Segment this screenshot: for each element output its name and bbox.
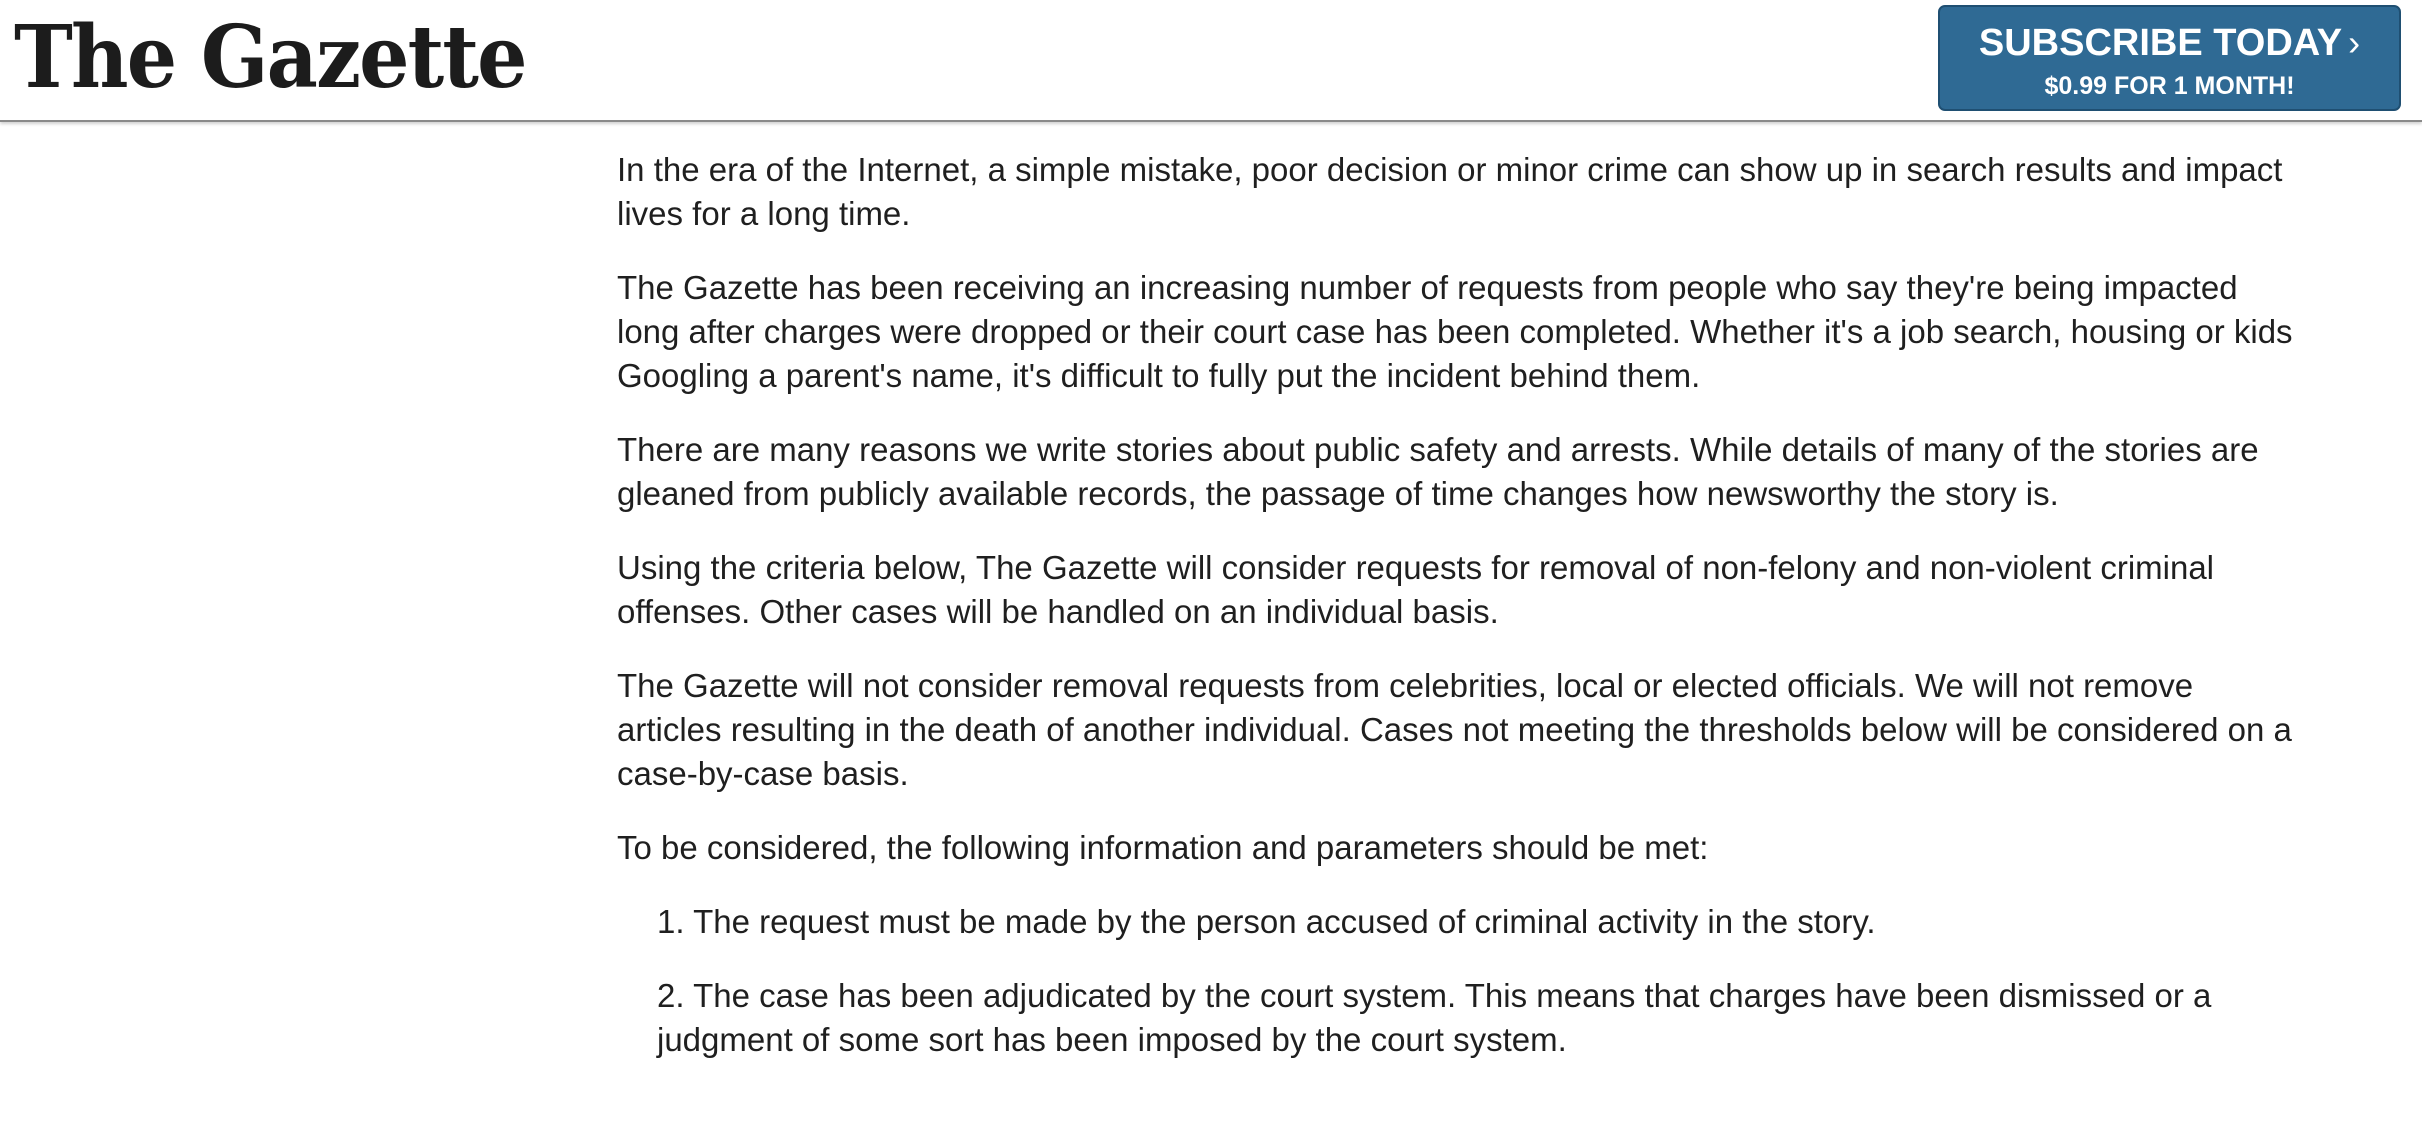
subscribe-button-title: SUBSCRIBE TODAY ›: [1978, 22, 2361, 64]
site-logo[interactable]: The Gazette: [14, 7, 526, 108]
chevron-right-icon: ›: [2348, 22, 2361, 63]
article-body: [617, 148, 2297, 1092]
criteria-list-item: 1. The request must be made by the person accused of criminal activity in the story.: [657, 903, 1876, 940]
criteria-list-item: 2. The case has been adjudicated by the court system. This means that charges have been dismissed or a judgment of some sort has been imposed by the court system.: [657, 977, 2212, 1058]
article-paragraph: Using the criteria below, The Gazette will consider requests for removal of non-felony and non-violent criminal offenses. Other cases will be handled on an individual basis.: [617, 549, 2215, 630]
criteria-list: [617, 900, 2297, 1062]
article-paragraph: The Gazette has been receiving an increasing number of requests from people who say they're being impacted long after charges were dropped or their court case has been completed. Whether it's a job search, housing or kids Googling a parent's name, it's difficult to fully put the incident behind them.: [617, 269, 2293, 394]
article-paragraph: To be considered, the following information and parameters should be met:: [617, 829, 1709, 866]
article-paragraph: In the era of the Internet, a simple mistake, poor decision or minor crime can show up in search results and impact lives for a long time.: [617, 151, 2283, 232]
subscribe-button-offer: $0.99 FOR 1 MONTH!: [2044, 72, 2295, 100]
article-paragraph: There are many reasons we write stories about public safety and arrests. While details of many of the stories are gleaned from publicly available records, the passage of time changes how newsworthy the story is.: [617, 431, 2259, 512]
site-header: [0, 0, 2422, 122]
article-paragraph: The Gazette will not consider removal requests from celebrities, local or elected officials. We will not remove articles resulting in the death of another individual. Cases not meeting the thresholds below will be considered on a case-by-case basis.: [617, 667, 2292, 792]
subscribe-button[interactable]: [1938, 5, 2401, 111]
